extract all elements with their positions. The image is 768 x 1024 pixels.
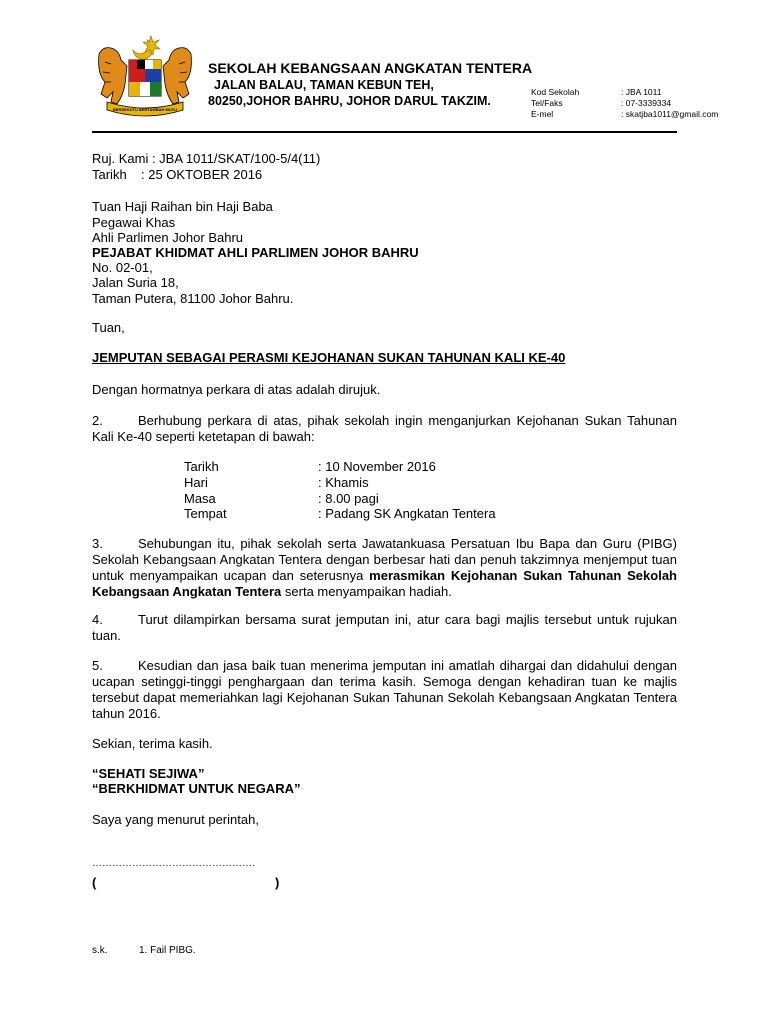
- paragraph-number: 3.: [92, 536, 103, 551]
- reference-number: Ruj. Kami : JBA 1011/SKAT/100-5/4(11): [92, 151, 321, 166]
- detail-label: Tempat: [184, 506, 227, 521]
- sk-item: 1. Fail PIBG.: [139, 945, 196, 956]
- paragraph-number: 4.: [92, 612, 103, 627]
- paragraph-number: 2.: [92, 413, 103, 428]
- letterhead-divider: [92, 131, 677, 133]
- paragraph-text: Kesudian dan jasa baik tuan menerima jemputan ini amatlah dihargai dan didahului dengan ucapan setinggi-tinggi penghargaan dan terima kasih. Semoga dengan kehadiran tuan ke majlis tersebut dapat memeriahkan lagi Kejohanan Sukan Tahunan Sekolah Kebangsaan Angkatan Tentera tahun 2016.: [92, 658, 677, 721]
- school-name: SEKOLAH KEBANGSAAN ANGKATAN TENTERA: [208, 60, 533, 76]
- signature-open-paren: (: [92, 875, 97, 890]
- school-address-line2: 80250,JOHOR BAHRU, JOHOR DARUL TAKZIM.: [208, 94, 491, 108]
- paragraph-text: Turut dilampirkan bersama surat jemputan ini, atur cara bagi majlis tersebut untuk rujukan tuan.: [92, 612, 677, 643]
- recipient-title: Pegawai Khas: [92, 215, 176, 230]
- date-label: Tarikh: [92, 167, 127, 182]
- detail-value: : 10 November 2016: [318, 459, 436, 474]
- motto-1: “SEHATI SEJIWA”: [92, 766, 205, 781]
- motto-2: “BERKHIDMAT UNTUK NEGARA”: [92, 781, 301, 796]
- detail-label: Hari: [184, 475, 208, 490]
- date-value: : 25 OKTOBER 2016: [141, 167, 263, 182]
- paragraph-text: Berhubung perkara di atas, pihak sekolah ingin menganjurkan Kejohanan Sukan Tahunan Kali Ke-40 seperti ketetapan di bawah:: [92, 413, 677, 444]
- signoff: Saya yang menurut perintah,: [92, 812, 259, 827]
- opening-sentence: Dengan hormatnya perkara di atas adalah dirujuk.: [92, 382, 381, 397]
- contact-label-tel: Tel/Faks: [531, 98, 563, 108]
- svg-text:BERSEKUTU BERTAMBAH MUTU: BERSEKUTU BERTAMBAH MUTU: [112, 107, 178, 112]
- paragraph-2: [92, 413, 677, 445]
- paragraph-4: [92, 612, 677, 644]
- recipient-office: PEJABAT KHIDMAT AHLI PARLIMEN JOHOR BAHRU: [92, 245, 419, 260]
- signature-line: ………………………………………….: [92, 858, 255, 869]
- sk-label: s.k.: [92, 945, 108, 956]
- closing: Sekian, terima kasih.: [92, 736, 213, 751]
- contact-value-kod: : JBA 1011: [621, 87, 662, 97]
- recipient-position: Ahli Parlimen Johor Bahru: [92, 230, 244, 245]
- recipient-address-line: Jalan Suria 18,: [92, 275, 179, 290]
- letter-subject: JEMPUTAN SEBAGAI PERASMI KEJOHANAN SUKAN TAHUNAN KALI KE-40: [92, 350, 566, 365]
- paragraph-text: Sehubungan itu, pihak sekolah serta Jawatankuasa Persatuan Ibu Bapa dan Guru (PIBG) Sekolah Kebangsaan Angkatan Tentera dengan berbesar hati dan penuh takzimnya menjemput tuan untuk menyampaikan ucapan dan seterusnya: [92, 536, 677, 583]
- paragraph-text: serta menyampaikan hadiah.: [281, 584, 452, 599]
- detail-value: : Padang SK Angkatan Tentera: [318, 506, 496, 521]
- contact-value-email: : skatjba1011@gmail.com: [621, 109, 719, 119]
- recipient-address-line: No. 02-01,: [92, 260, 153, 275]
- contact-value-tel: : 07-3339334: [621, 98, 672, 108]
- contact-label-kod: Kod Sekolah: [531, 87, 580, 97]
- signature-close-paren: ): [275, 875, 280, 890]
- paragraph-5: [92, 658, 677, 722]
- school-address-line1: JALAN BALAU, TAMAN KEBUN TEH,: [214, 78, 434, 92]
- coat-of-arms-logo: [93, 32, 197, 126]
- detail-value: : 8.00 pagi: [318, 491, 379, 506]
- paragraph-emphasis: merasmikan Kejohanan Sukan Tahunan Sekolah Kebangsaan Angkatan Tentera: [92, 568, 677, 599]
- recipient-address-line: Taman Putera, 81100 Johor Bahru.: [92, 291, 294, 306]
- detail-label: Masa: [184, 491, 216, 506]
- detail-label: Tarikh: [184, 459, 219, 474]
- paragraph-3: [92, 536, 677, 600]
- salutation: Tuan,: [92, 320, 125, 335]
- detail-value: : Khamis: [318, 475, 369, 490]
- contact-label-email: E-mel: [531, 109, 554, 119]
- paragraph-number: 5.: [92, 658, 103, 673]
- recipient-name: Tuan Haji Raihan bin Haji Baba: [92, 199, 273, 214]
